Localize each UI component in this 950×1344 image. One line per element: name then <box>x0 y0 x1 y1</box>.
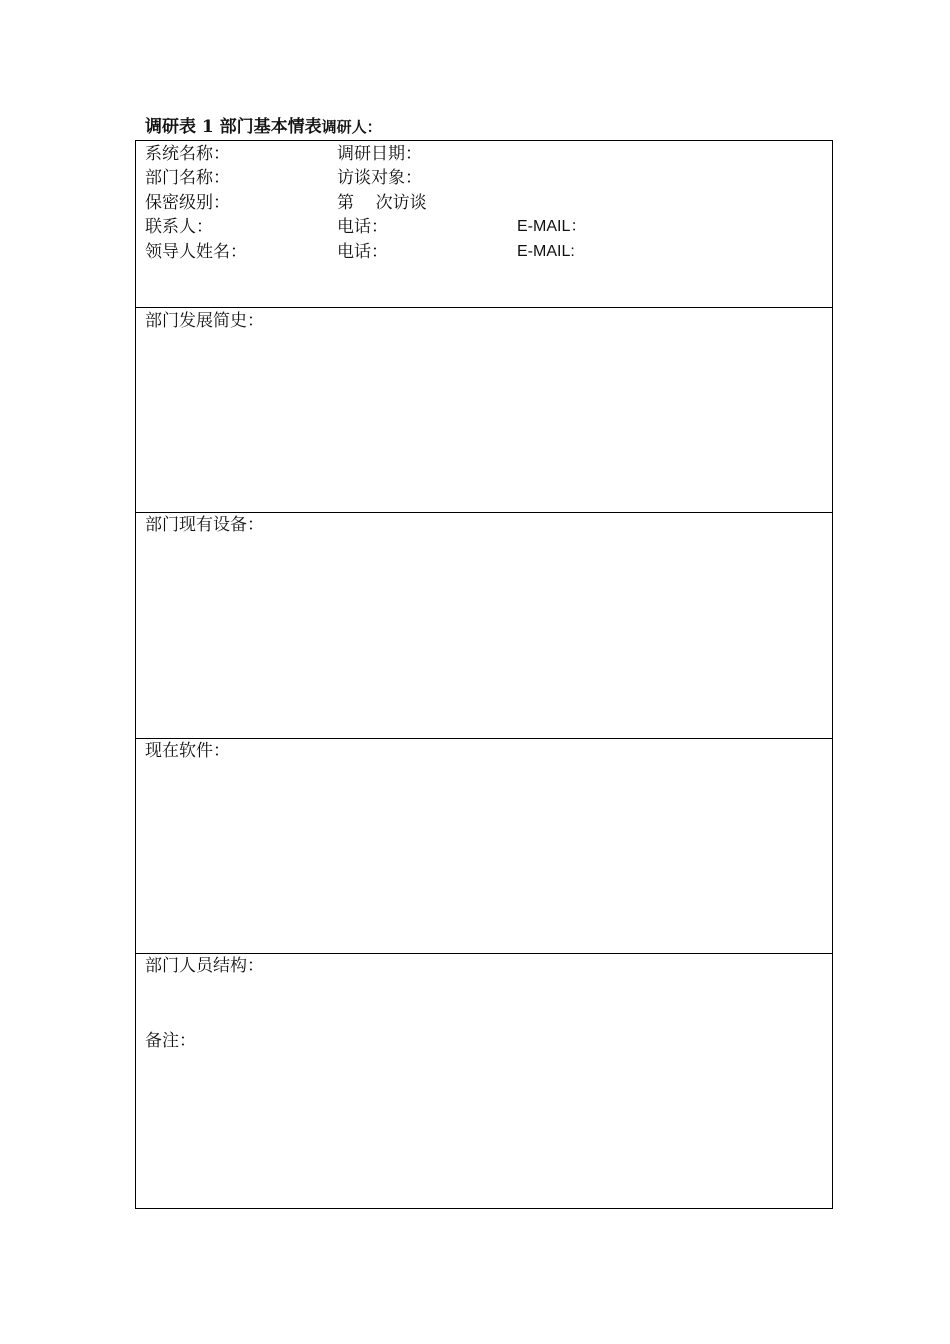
interview-number-label: 第 次访谈 <box>337 193 427 213</box>
leader-email-label: E-MAIL: <box>517 243 575 260</box>
form-title: 调研表 1 部门基本情表 <box>145 117 322 137</box>
leader-phone-label: 电话： <box>337 242 388 262</box>
basic-info-section <box>136 141 832 307</box>
history-label: 部门发展简史： <box>145 311 264 331</box>
security-level-label: 保密级别： <box>145 193 230 213</box>
system-name-label: 系统名称： <box>145 144 230 164</box>
history-section <box>136 307 832 512</box>
contact-phone-label: 电话： <box>337 217 388 237</box>
software-label: 现在软件： <box>145 741 230 761</box>
survey-form-table <box>135 140 833 1209</box>
equipment-section <box>136 512 832 738</box>
investigator-label: 调研人： <box>321 118 382 136</box>
leader-name-label: 领导人姓名： <box>145 242 247 262</box>
remarks-label: 备注： <box>145 1031 196 1051</box>
survey-date-label: 调研日期： <box>337 144 422 164</box>
contact-email-label: E-MAIL： <box>517 218 587 235</box>
interviewee-label: 访谈对象： <box>337 168 422 188</box>
software-section <box>136 738 832 953</box>
contact-label: 联系人： <box>145 217 213 237</box>
department-name-label: 部门名称： <box>145 168 230 188</box>
equipment-label: 部门现有设备： <box>145 515 264 535</box>
page-title <box>145 116 382 138</box>
personnel-section <box>136 953 832 1208</box>
personnel-label: 部门人员结构： <box>145 956 264 976</box>
